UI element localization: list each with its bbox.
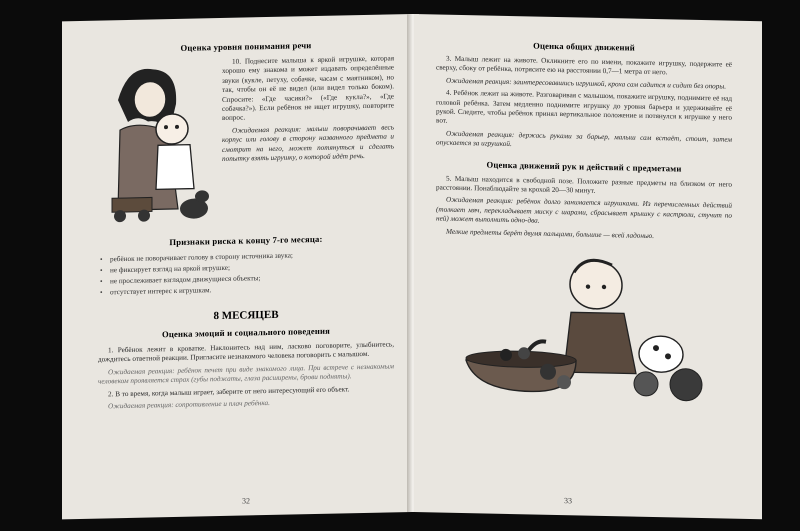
item-10-text: 10. Поднесите малыша к яркой игрушке, которая хорошо ему знакома и может издавать определённые звуки (кукле, петуху, собачке, часам с маятником), но так, чтобы он её не видел (или видел только боком). Спросите: «Где часики?» («Где кукла?», «Где собачка?»). Если ребёнок не ищет игрушку, повторите вопрос. [222,54,394,123]
child-playing-svg [436,240,732,416]
mother-child-illustration [98,58,216,228]
right-page [414,14,762,519]
item-3-reaction: Ожидаемая реакция: заинтересовавшись игрушкой, кроха сам садится и сидит без опоры. [446,76,727,91]
risk-title: Признаки риска к концу 7-го месяца: [169,233,323,248]
risk-item: • не прослеживает взглядом движущиеся объекты; [98,270,394,287]
item-1-reaction: Ожидаемая реакция: ребёнок печет при виде знакомого лица. При встрече с незнакомым человеком проявляется страх (губы поджаты, глаза расширены, брови подняты). [98,362,394,386]
item-5-reaction: Ожидаемая реакция: ребёнок долго занимается игрушками. Из перечисленных действий (толкает мяч, перекладывает миску с шарами, сбрасывает крышку с кастрюли, стучит по ней) может выполнить одно-два. [436,196,732,225]
child-playing-illustration [436,240,732,416]
section-title-emotions: Оценка эмоций и социального поведения [161,325,331,340]
section-title-hands: Оценка движений рук и действий с предметами [486,159,682,174]
item-1-text: 1. Ребёнок лежит в кроватке. Наклонитесь над ним, ласково поговорите, улыбнитесь, дождитесь ответной реакции. Пригласите незнакомого человека поговорить с малышом. [98,340,394,364]
item-2-reaction: Ожидаемая реакция: сопротивление и плач ребёнка. [108,399,270,411]
item-5-note: Мелкие предметы берёт двумя пальцами, большие — всей ладонью. [446,227,655,240]
item-4-reaction: Ожидаемая реакция: держась руками за барьер, малыш сам встаёт, стоит, затем опускается за игрушкой. [436,129,732,149]
risk-item: • ребёнок не поворачивает голову в сторону источника звука; [98,248,394,265]
left-page [62,14,412,519]
risk-item: • не фиксирует взгляд на яркой игрушке; [98,259,394,276]
item-10-reaction: Ожидаемая реакция: малыш поворачивает весь корпус или голову в сторону названного предмета и смотрит на него, может потянуться и сделать попытку взять игрушку, о которой идёт речь. [222,123,394,164]
page-number-left: 32 [242,496,250,506]
item-2-text: 2. В то время, когда малыш играет, заберите от него интересующий его объект. [108,384,350,398]
risk-list [98,248,394,298]
item-3-text: 3. Малыш лежит на животе. Окликните его по имени, покажите игрушку, подержите её сверху, сбоку от ребёнка, потрясите ею на расстоянии 0,7—1 метра от него. [436,54,732,77]
section-title-movement: Оценка общих движений [533,40,635,53]
risk-item: • отсутствует интерес к игрушкам. [98,281,394,298]
mother-child-svg [98,58,216,228]
month-heading: 8 МЕСЯЦЕВ [213,308,279,323]
open-book [62,14,762,512]
page-number-right: 33 [564,496,572,506]
section-title-speech: Оценка уровня понимания речи [180,40,312,53]
item-4-text: 4. Ребёнок лежит на животе. Разговаривая с малышом, покажите игрушку, поднимите её над головой ребёнка. Затем медленно поднимите игрушку до уровня барьера и удерживайте её рукой. Следите, чтобы ребёнок принял вертикальное положение и потянулся к игрушке у него вот. [436,88,732,126]
item-5-text: 5. Малыш находится в свободной позе. Положите разные предметы на близком от него расстоянии. Понаблюдайте за крохой 20—30 минут. [436,174,732,195]
